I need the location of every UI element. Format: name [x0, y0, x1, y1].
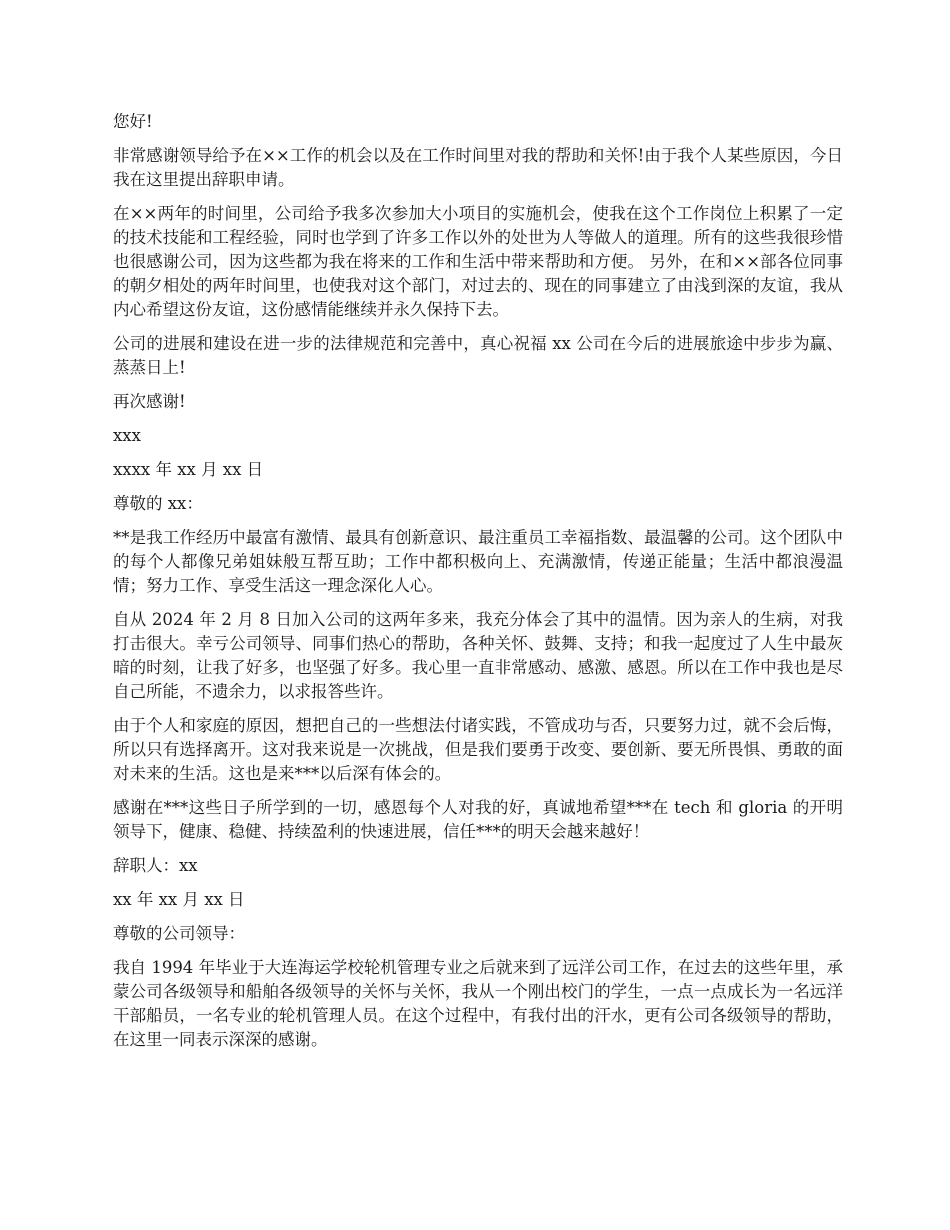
paragraph-intro: 非常感谢领导给予在××工作的机会以及在工作时间里对我的帮助和关怀!由于我个人某些原因，今日我在这里提出辞职申请。: [113, 146, 843, 189]
paragraph-blessing: 公司的进展和建设在进一步的法律规范和完善中，真心祝福 xx 公司在今后的进展旅途中步步为赢、蒸蒸日上!: [113, 334, 843, 377]
document-page: [113, 110, 843, 1062]
paragraph-reason: 由于个人和家庭的原因，想把自己的一些想法付诸实践，不管成功与否，只要努力过，就不会后悔，所以只有选择离开。这对我来说是一次挑战，但是我们要勇于改变、要创新、要无所畏惧、勇敢的面对未来的生活。这也是来***以后深有体会的。: [113, 716, 843, 783]
paragraph-history: 我自 1994 年毕业于大连海运学校轮机管理专业之后就来到了远洋公司工作，在过去的这些年里，承蒙公司各级领导和船舶各级领导的关怀与关怀，我从一个刚出校门的学生，一点一点成长为一名远洋干部船员，一名专业的轮机管理人员。在这个过程中，有我付出的汗水，更有公司各级领导的帮助，在这里一同表示深深的感谢。: [113, 958, 843, 1049]
resigner-line: 辞职人：xx: [113, 856, 198, 875]
date-line: xxxx 年 xx 月 xx 日: [113, 460, 264, 479]
paragraph-personal: 自从 2024 年 2 月 8 日加入公司的这两年多来，我充分体会了其中的温情。因为亲人的生病，对我打击很大。幸亏公司领导、同事们热心的帮助，各种关怀、鼓舞、支持；和我一起度过了人生中最灰暗的时刻，让我了好多，也坚强了好多。我心里一直非常感动、感激、感恩。所以在工作中我也是尽自己所能，不遗余力，以求报答些许。: [113, 610, 843, 701]
closing-thanks: 再次感谢!: [113, 392, 186, 411]
paragraph-company: **是我工作经历中最富有激情、最具有创新意识、最注重员工幸福指数、最温馨的公司。这个团队中的每个人都像兄弟姐妹般互帮互助；工作中都积极向上、充满激情，传递正能量；生活中都浪漫温情；努力工作、享受生活这一理念深化人心。: [113, 528, 843, 595]
salutation-2: 尊敬的 xx：: [113, 494, 203, 513]
greeting: 您好!: [113, 112, 153, 131]
paragraph-gratitude: 感谢在***这些日子所学到的一切，感恩每个人对我的好，真诚地希望***在 tech 和 gloria 的开明领导下，健康、稳健、持续盈利的快速进展，信任***的明天会越来越好！: [113, 798, 843, 841]
signature: xxx: [113, 426, 141, 445]
date-line-2: xx 年 xx 月 xx 日: [113, 890, 245, 909]
salutation-3: 尊敬的公司领导：: [113, 924, 245, 943]
paragraph-experience: 在××两年的时间里，公司给予我多次参加大小项目的实施机会，使我在这个工作岗位上积累了一定的技术技能和工程经验，同时也学到了许多工作以外的处世为人等做人的道理。所有的这些我很珍惜也很感谢公司，因为这些都为我在将来的工作和生活中带来帮助和方便。 另外，在和××部各位同事的朝夕相处的两年时间里，也使我对这个部门，对过去的、现在的同事建立了由浅到深的友谊，我从内心希望这份友谊，这份感情能继续并永久保持下去。: [113, 204, 843, 319]
